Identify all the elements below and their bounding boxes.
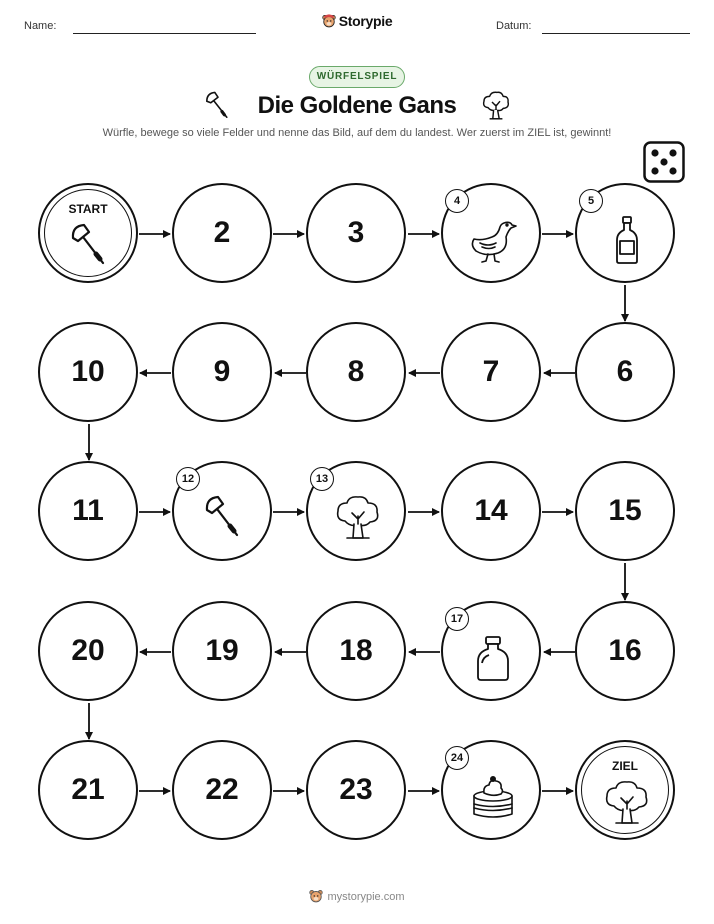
goose-icon [468, 215, 518, 265]
cell-number: 2 [213, 216, 231, 249]
cell-10[interactable] [38, 322, 138, 422]
cell-23[interactable] [306, 740, 406, 840]
cell-15[interactable] [575, 461, 675, 561]
cell-number: 7 [482, 355, 500, 388]
cake-icon [468, 772, 518, 822]
cell-number: 3 [347, 216, 365, 249]
cell-5[interactable] [575, 183, 675, 283]
brand-name: Storypie [338, 13, 393, 29]
cell-2[interactable] [172, 183, 272, 283]
cell-11[interactable] [38, 461, 138, 561]
cell-start[interactable] [38, 183, 138, 283]
cell-number: 16 [608, 634, 642, 667]
cell-number: 22 [205, 773, 239, 806]
cell-number-badge: 24 [445, 746, 469, 770]
cell-number: 15 [608, 494, 642, 527]
cell-number: 6 [616, 355, 634, 388]
cell-number-badge: 13 [310, 467, 334, 491]
cell-number: 9 [213, 355, 231, 388]
bottle-icon [602, 215, 652, 265]
cell-number: 10 [71, 355, 105, 388]
cell-6[interactable] [575, 322, 675, 422]
cell-18[interactable] [306, 601, 406, 701]
axe-icon [65, 221, 115, 271]
cell-9[interactable] [172, 322, 272, 422]
axe-icon [199, 493, 249, 543]
cell-number: 18 [339, 634, 373, 667]
cell-goal[interactable] [575, 740, 675, 840]
cell-number-badge: 4 [445, 189, 469, 213]
cell-20[interactable] [38, 601, 138, 701]
cell-24[interactable] [441, 740, 541, 840]
cell-number: 14 [474, 494, 508, 527]
cell-16[interactable] [575, 601, 675, 701]
cell-12[interactable] [172, 461, 272, 561]
tree-icon [333, 493, 383, 543]
start-label: START [68, 202, 108, 216]
cell-number: 19 [205, 634, 239, 667]
cell-number-badge: 5 [579, 189, 603, 213]
cell-13[interactable] [306, 461, 406, 561]
page-title: Die Goldene Gans [257, 92, 457, 119]
cell-number-badge: 17 [445, 607, 469, 631]
cell-14[interactable] [441, 461, 541, 561]
cell-7[interactable] [441, 322, 541, 422]
cell-17[interactable] [441, 601, 541, 701]
cell-number: 21 [71, 773, 105, 806]
cell-number: 8 [347, 355, 365, 388]
cell-22[interactable] [172, 740, 272, 840]
cell-number: 23 [339, 773, 373, 806]
goal-label: ZIEL [612, 759, 638, 773]
cell-4[interactable] [441, 183, 541, 283]
instructions: Würfle, bewege so viele Felder und nenne das Bild, auf dem du landest. Wer zuerst im ZIEL ist, gewinnt! [102, 127, 612, 139]
footer-url[interactable]: mystorypie.com [327, 891, 405, 903]
footer [0, 889, 714, 903]
cell-3[interactable] [306, 183, 406, 283]
cell-19[interactable] [172, 601, 272, 701]
cell-number-badge: 12 [176, 467, 200, 491]
cell-21[interactable] [38, 740, 138, 840]
tree-icon [602, 778, 652, 828]
cell-8[interactable] [306, 322, 406, 422]
flask-icon [468, 633, 518, 683]
cell-number: 11 [72, 494, 104, 527]
bear-logo-icon [309, 889, 323, 903]
date-label: Datum: [496, 20, 532, 32]
name-label: Name: [24, 20, 57, 32]
cell-number: 20 [71, 634, 105, 667]
game-type-badge: WÜRFELSPIEL [309, 66, 405, 88]
